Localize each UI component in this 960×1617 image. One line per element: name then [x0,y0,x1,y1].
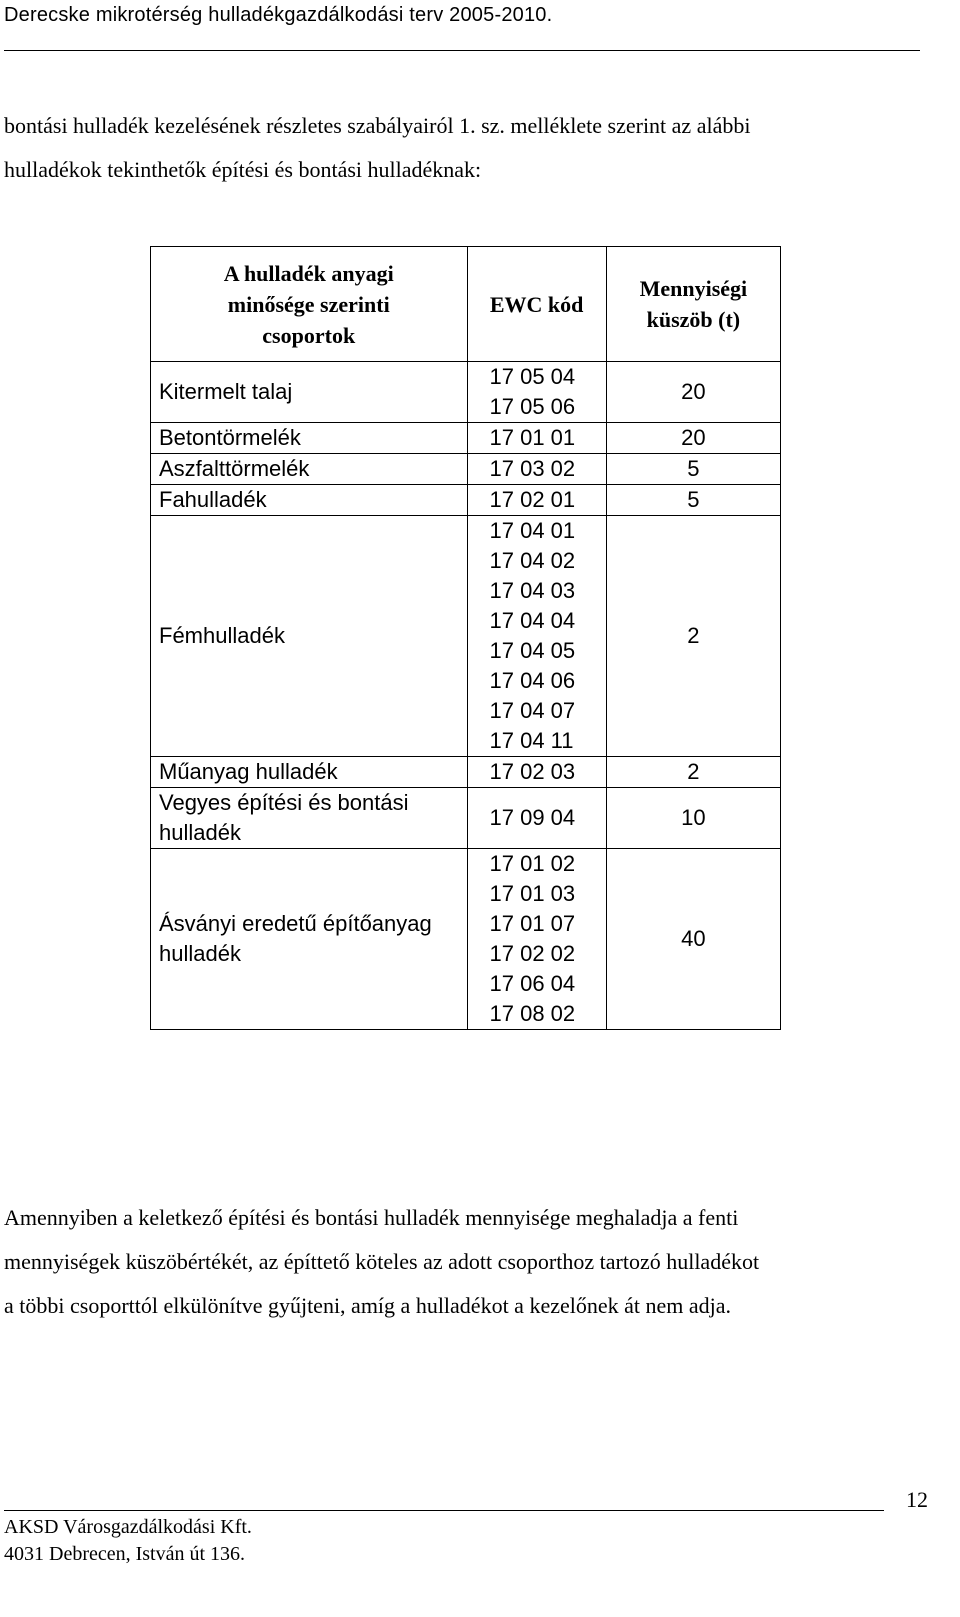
quantity-limit-cell: 5 [606,454,780,485]
ewc-code: 17 03 02 [489,456,576,481]
header-quantity-limit: Mennyiségi küszöb (t) [606,247,780,362]
waste-group-label: Fémhulladék [159,623,285,648]
ewc-code: 17 02 03 [489,759,576,784]
closing-line: a többi csoporttól elkülönítve gyűjteni, amíg a hulladékot a kezelőnek át nem adja. [4,1293,732,1318]
waste-group-label: Kitermelt talaj [159,379,293,404]
ewc-code: 17 02 01 [489,487,576,512]
header-group: A hulladék anyagi minősége szerinti csoportok [151,247,468,362]
ewc-code-cell [467,454,606,485]
ewc-code: 17 01 02 [489,851,576,876]
quantity-limit-cell: 2 [606,757,780,788]
table-row [151,485,781,516]
quantity-limit-cell: 2 [606,516,780,757]
closing-line: mennyiségek küszöbértékét, az építtető köteles az adott csoporthoz tartozó hulladékot [4,1249,760,1274]
header-ewc-code: EWC kód [467,247,606,362]
waste-group-cell [151,454,468,485]
ewc-code-cell [467,485,606,516]
waste-group-label: hulladék [159,941,241,966]
ewc-code: 17 01 01 [489,425,576,450]
ewc-code: 17 04 07 [489,698,576,723]
waste-group-cell [151,423,468,454]
waste-group-cell [151,362,468,423]
header-divider [4,50,920,51]
quantity-limit-cell: 20 [606,362,780,423]
ewc-code: 17 08 02 [489,1001,576,1026]
ewc-code: 17 04 02 [489,548,576,573]
ewc-code: 17 02 02 [489,941,576,966]
waste-group-label: Fahulladék [159,487,267,512]
ewc-code: 17 01 03 [489,881,576,906]
quantity-limit-cell: 40 [606,849,780,1030]
table-header-row [151,247,781,362]
waste-group-label: Műanyag hulladék [159,759,338,784]
ewc-code: 17 01 07 [489,911,576,936]
ewc-code: 17 05 04 [489,364,576,389]
table-row [151,757,781,788]
ewc-code: 17 04 04 [489,608,576,633]
ewc-code: 17 04 11 [489,728,574,753]
table-body [151,362,781,1030]
ewc-code: 17 04 06 [489,668,576,693]
footer-divider [4,1510,884,1511]
ewc-code: 17 09 04 [489,805,576,830]
waste-group-cell [151,849,468,1030]
quantity-limit-cell: 5 [606,485,780,516]
waste-group-cell [151,516,468,757]
intro-line: bontási hulladék kezelésének részletes szabályairól 1. sz. melléklete szerint az alábbi [4,113,751,138]
table-row [151,423,781,454]
table-row [151,516,781,757]
waste-group-cell [151,788,468,849]
ewc-code: 17 04 03 [489,578,576,603]
waste-group-label: Ásványi eredetű építőanyag [159,911,432,936]
waste-group-label: hulladék [159,820,241,845]
waste-group-label: Vegyes építési és bontási [159,790,409,815]
ewc-code: 17 06 04 [489,971,576,996]
footer-company: AKSD Városgazdálkodási Kft. [4,1516,252,1538]
table-row [151,362,781,423]
ewc-code-cell [467,516,606,757]
quantity-limit-cell: 20 [606,423,780,454]
closing-paragraph [4,1196,928,1328]
ewc-code-cell [467,423,606,454]
ewc-code-cell [467,362,606,423]
table-row [151,849,781,1030]
ewc-code-cell [467,757,606,788]
waste-group-cell [151,757,468,788]
intro-line: hulladékok tekinthetők építési és bontási hulladéknak: [4,157,482,182]
table-row [151,454,781,485]
ewc-code-cell [467,849,606,1030]
waste-group-label: Aszfalttörmelék [159,456,310,481]
waste-threshold-table [150,246,781,1030]
intro-paragraph [4,104,928,192]
waste-group-cell [151,485,468,516]
ewc-code: 17 04 05 [489,638,576,663]
footer-address: 4031 Debrecen, István út 136. [4,1543,246,1565]
ewc-code: 17 05 06 [489,394,576,419]
table-row [151,788,781,849]
closing-line: Amennyiben a keletkező építési és bontási hulladék mennyisége meghaladja a fenti [4,1205,739,1230]
page-header-title: Derecske mikrotérség hulladékgazdálkodási terv 2005-2010. [4,4,553,26]
quantity-limit-cell: 10 [606,788,780,849]
waste-group-label: Betontörmelék [159,425,301,450]
page-number: 12 [906,1487,928,1512]
ewc-code-cell [467,788,606,849]
ewc-code: 17 04 01 [489,518,576,543]
